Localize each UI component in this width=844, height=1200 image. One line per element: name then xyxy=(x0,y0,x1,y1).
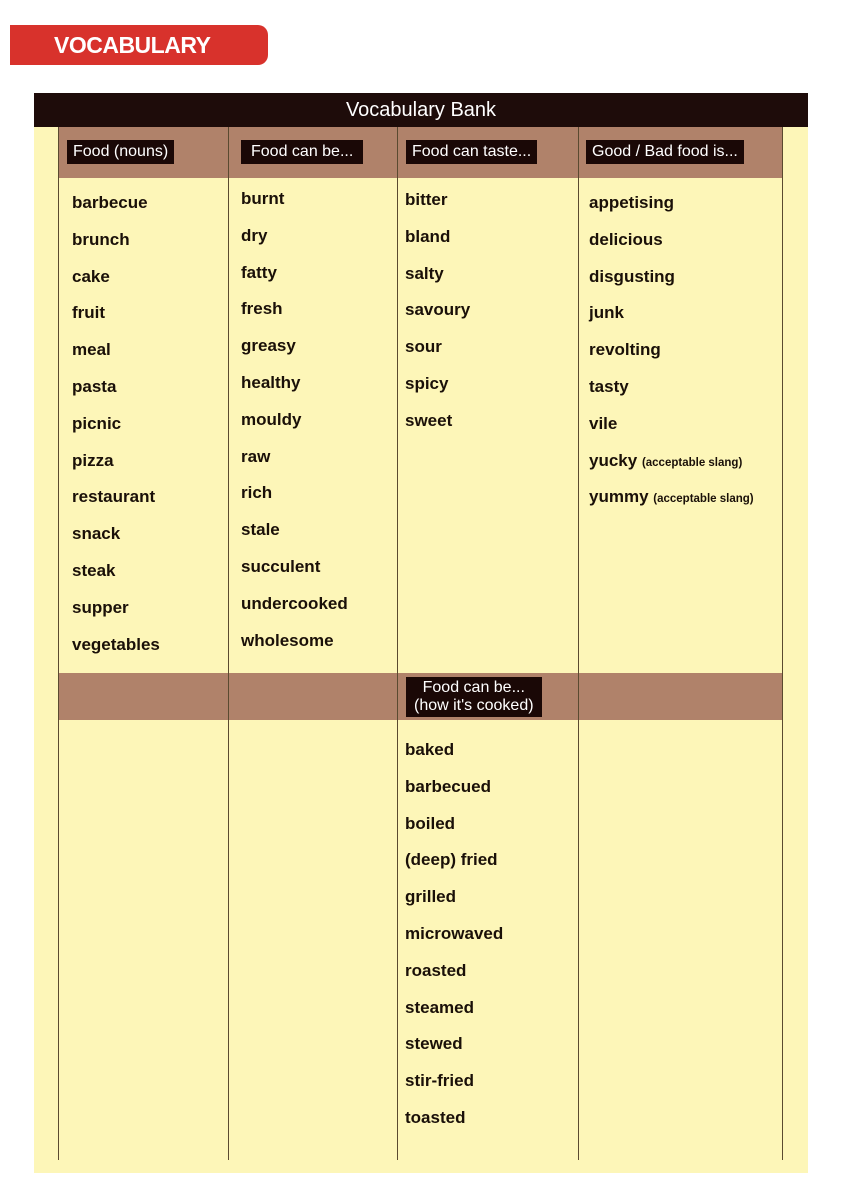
word: disgusting xyxy=(589,266,675,286)
word: savoury xyxy=(405,300,471,320)
word: stale xyxy=(241,520,280,540)
word: steak xyxy=(72,560,116,580)
word: sweet xyxy=(405,410,453,430)
word: stir-fried xyxy=(405,1071,474,1091)
word: vegetables xyxy=(72,634,160,654)
word: undercooked xyxy=(241,593,348,613)
word: barbecue xyxy=(72,193,148,212)
word: toasted xyxy=(405,1107,466,1127)
column-header: Food can taste... xyxy=(406,140,537,164)
word: greasy xyxy=(241,336,296,356)
word: bland xyxy=(405,226,451,246)
word-list-taste xyxy=(405,182,470,440)
word: restaurant xyxy=(72,487,156,507)
column-header: Good / Bad food is... xyxy=(586,140,744,164)
word: raw xyxy=(241,446,271,466)
word: (deep) fried xyxy=(405,850,498,870)
word: stewed xyxy=(405,1034,463,1054)
divider xyxy=(782,127,783,1160)
word: wholesome xyxy=(241,630,334,650)
word: vile xyxy=(589,413,618,433)
word-list-food-can-be xyxy=(241,181,348,659)
word: healthy xyxy=(241,372,301,392)
word: brunch xyxy=(72,229,130,249)
word: supper xyxy=(72,597,129,617)
word: dry xyxy=(241,225,268,245)
word: steamed xyxy=(405,997,474,1017)
word: bitter xyxy=(405,190,448,209)
divider xyxy=(58,127,59,1160)
word: pizza xyxy=(72,450,114,470)
word xyxy=(589,479,754,516)
cooked-header-line1: Food can be... xyxy=(422,679,525,696)
word: snack xyxy=(72,524,121,544)
word xyxy=(589,443,754,480)
column-header: Food can be... xyxy=(241,140,363,164)
table-title: Vocabulary Bank xyxy=(34,93,808,127)
word: roasted xyxy=(405,960,467,980)
word: spicy xyxy=(405,373,449,393)
word: rich xyxy=(241,483,273,503)
word: sour xyxy=(405,337,442,357)
word: appetising xyxy=(589,193,675,212)
word: revolting xyxy=(589,340,661,360)
cooked-header xyxy=(406,677,542,717)
word-text: yummy xyxy=(589,487,649,507)
word: fruit xyxy=(72,303,106,323)
divider xyxy=(397,127,398,1160)
word-list-good-bad xyxy=(589,185,754,516)
divider xyxy=(578,127,579,1160)
word: succulent xyxy=(241,556,321,576)
word: mouldy xyxy=(241,409,302,429)
word: barbecued xyxy=(405,776,491,796)
slang-note: (acceptable slang) xyxy=(641,456,743,469)
word: fatty xyxy=(241,262,277,282)
word: picnic xyxy=(72,413,122,433)
word: cake xyxy=(72,266,110,286)
word: meal xyxy=(72,340,111,360)
word: baked xyxy=(405,740,455,759)
slang-note: (acceptable slang) xyxy=(653,493,754,506)
word: salty xyxy=(405,263,444,283)
word: burnt xyxy=(241,189,285,208)
word: microwaved xyxy=(405,923,504,943)
word-list-cooked xyxy=(405,732,503,1137)
word: pasta xyxy=(72,376,117,396)
word: grilled xyxy=(405,887,457,907)
divider xyxy=(228,127,229,1160)
word: boiled xyxy=(405,813,456,833)
word: junk xyxy=(589,303,624,323)
word: fresh xyxy=(241,299,283,319)
cooked-header-line2: (how it's cooked) xyxy=(414,697,534,714)
section-tag: VOCABULARY xyxy=(10,25,268,65)
column-header: Food (nouns) xyxy=(67,140,174,164)
word: tasty xyxy=(589,376,629,396)
word-list-nouns xyxy=(72,185,160,663)
word-text: yucky xyxy=(589,450,638,470)
word: delicious xyxy=(589,229,663,249)
